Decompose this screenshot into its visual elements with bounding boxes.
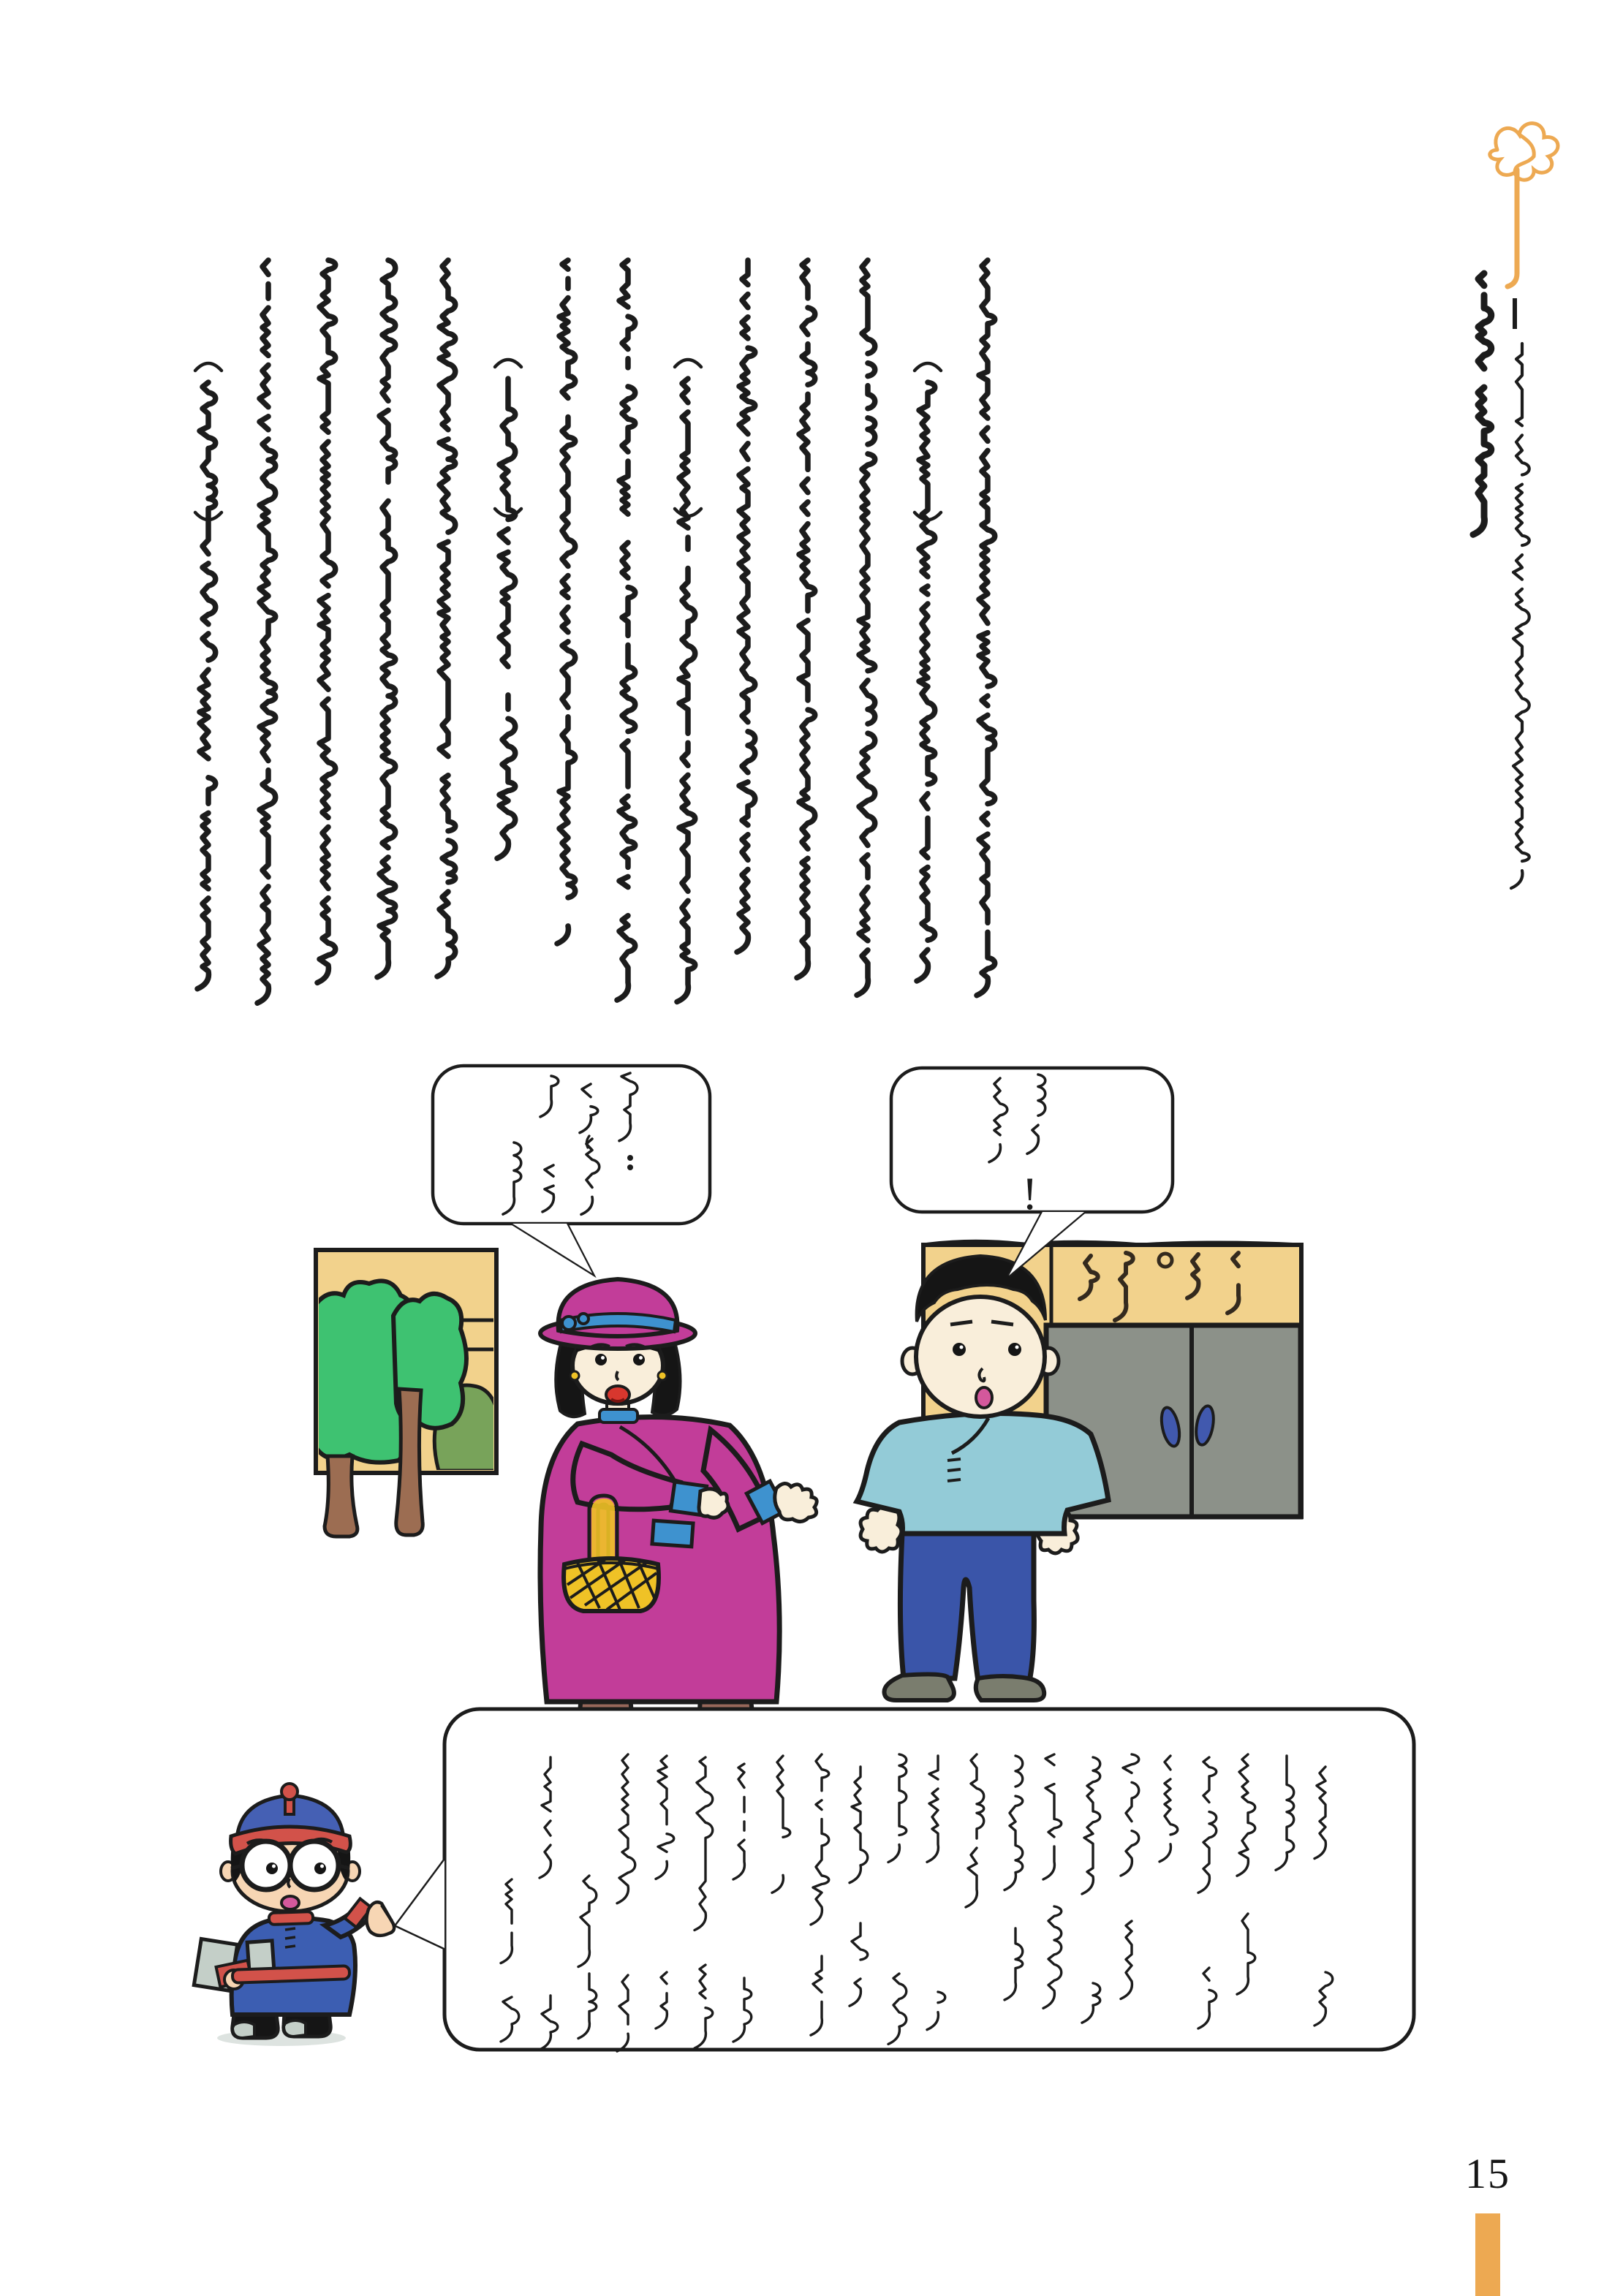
- cap-knob: [281, 1784, 298, 1800]
- open-paren: [675, 360, 701, 367]
- boy-collar: [269, 1912, 314, 1925]
- woman-character: [540, 1279, 817, 1748]
- text-column: [557, 260, 575, 944]
- woman-hand-folded: [699, 1489, 728, 1518]
- man-eye: [953, 1343, 966, 1356]
- subtitle-script: [1511, 344, 1529, 888]
- eye-glint: [601, 1356, 605, 1360]
- bubble-tail-joint: [396, 1860, 444, 1948]
- hat-bow: [562, 1316, 575, 1330]
- park-scenery-panel: [313, 1250, 502, 1537]
- woman-eye: [633, 1354, 645, 1365]
- earring: [658, 1371, 667, 1380]
- reading-passage: [195, 260, 995, 1003]
- eye-glint: [639, 1356, 643, 1360]
- text-column: [257, 260, 276, 1003]
- hat-bow: [578, 1314, 589, 1324]
- text-column: [497, 379, 515, 858]
- boy-sash: [232, 1966, 350, 1983]
- unit-subtitle-column: [1511, 344, 1529, 888]
- man-eye: [1008, 1343, 1021, 1356]
- bubble-box: [433, 1066, 710, 1224]
- woman-eye: [595, 1354, 607, 1365]
- text-column: [677, 379, 695, 1002]
- header-rule: [1507, 170, 1517, 287]
- tree-trunk: [325, 1456, 357, 1537]
- script-dot: [627, 1155, 633, 1161]
- boy-mouth: [281, 1896, 299, 1909]
- text-column: [317, 260, 336, 982]
- text-column: [977, 260, 995, 996]
- eye-glint: [272, 1865, 276, 1868]
- basket-handle-fill: [591, 1499, 615, 1561]
- text-column: [917, 382, 935, 981]
- tree-trunk: [396, 1389, 423, 1535]
- text-column: [437, 260, 455, 977]
- open-paren: [495, 360, 521, 367]
- woman-belt: [652, 1520, 693, 1547]
- woman-collar: [599, 1409, 638, 1422]
- exclamation-mark: !: [1022, 1167, 1038, 1219]
- man-pants: [900, 1534, 1034, 1681]
- script-dot: [627, 1164, 633, 1170]
- boy-eye: [266, 1863, 278, 1874]
- page-number: 15: [1465, 2150, 1510, 2197]
- eye-glint: [320, 1865, 324, 1868]
- open-paren: [915, 363, 941, 371]
- text-column: [797, 260, 815, 978]
- boy-eye: [314, 1863, 326, 1874]
- text-column: [377, 260, 396, 977]
- chapter-header: [1473, 124, 1558, 888]
- lesson-title-column: [1473, 273, 1491, 534]
- man-shoe: [976, 1676, 1044, 1700]
- man-shoe: [885, 1674, 954, 1700]
- eye-glint: [960, 1346, 964, 1349]
- glasses-lens: [290, 1841, 338, 1890]
- eye-glint: [1015, 1346, 1019, 1349]
- glasses-lens: [242, 1841, 290, 1890]
- boy-pointing-hand: [366, 1902, 394, 1936]
- text-column: [737, 260, 755, 952]
- bubble-box: [444, 1709, 1414, 2050]
- man-mouth-open: [976, 1387, 992, 1408]
- speech-bubble-woman: [433, 1066, 710, 1273]
- earring: [570, 1371, 579, 1380]
- knot-ornament-icon: [1490, 124, 1558, 181]
- footer-accent-bar: [1475, 2213, 1500, 2296]
- boy-character: [194, 1784, 394, 2046]
- vocabulary-bubble: [396, 1709, 1414, 2051]
- woman-hand-open: [775, 1483, 817, 1521]
- text-column: [197, 382, 216, 989]
- text-column: [857, 260, 875, 995]
- open-paren: [195, 363, 222, 371]
- text-column: [617, 260, 635, 1000]
- title-script: [1473, 273, 1491, 534]
